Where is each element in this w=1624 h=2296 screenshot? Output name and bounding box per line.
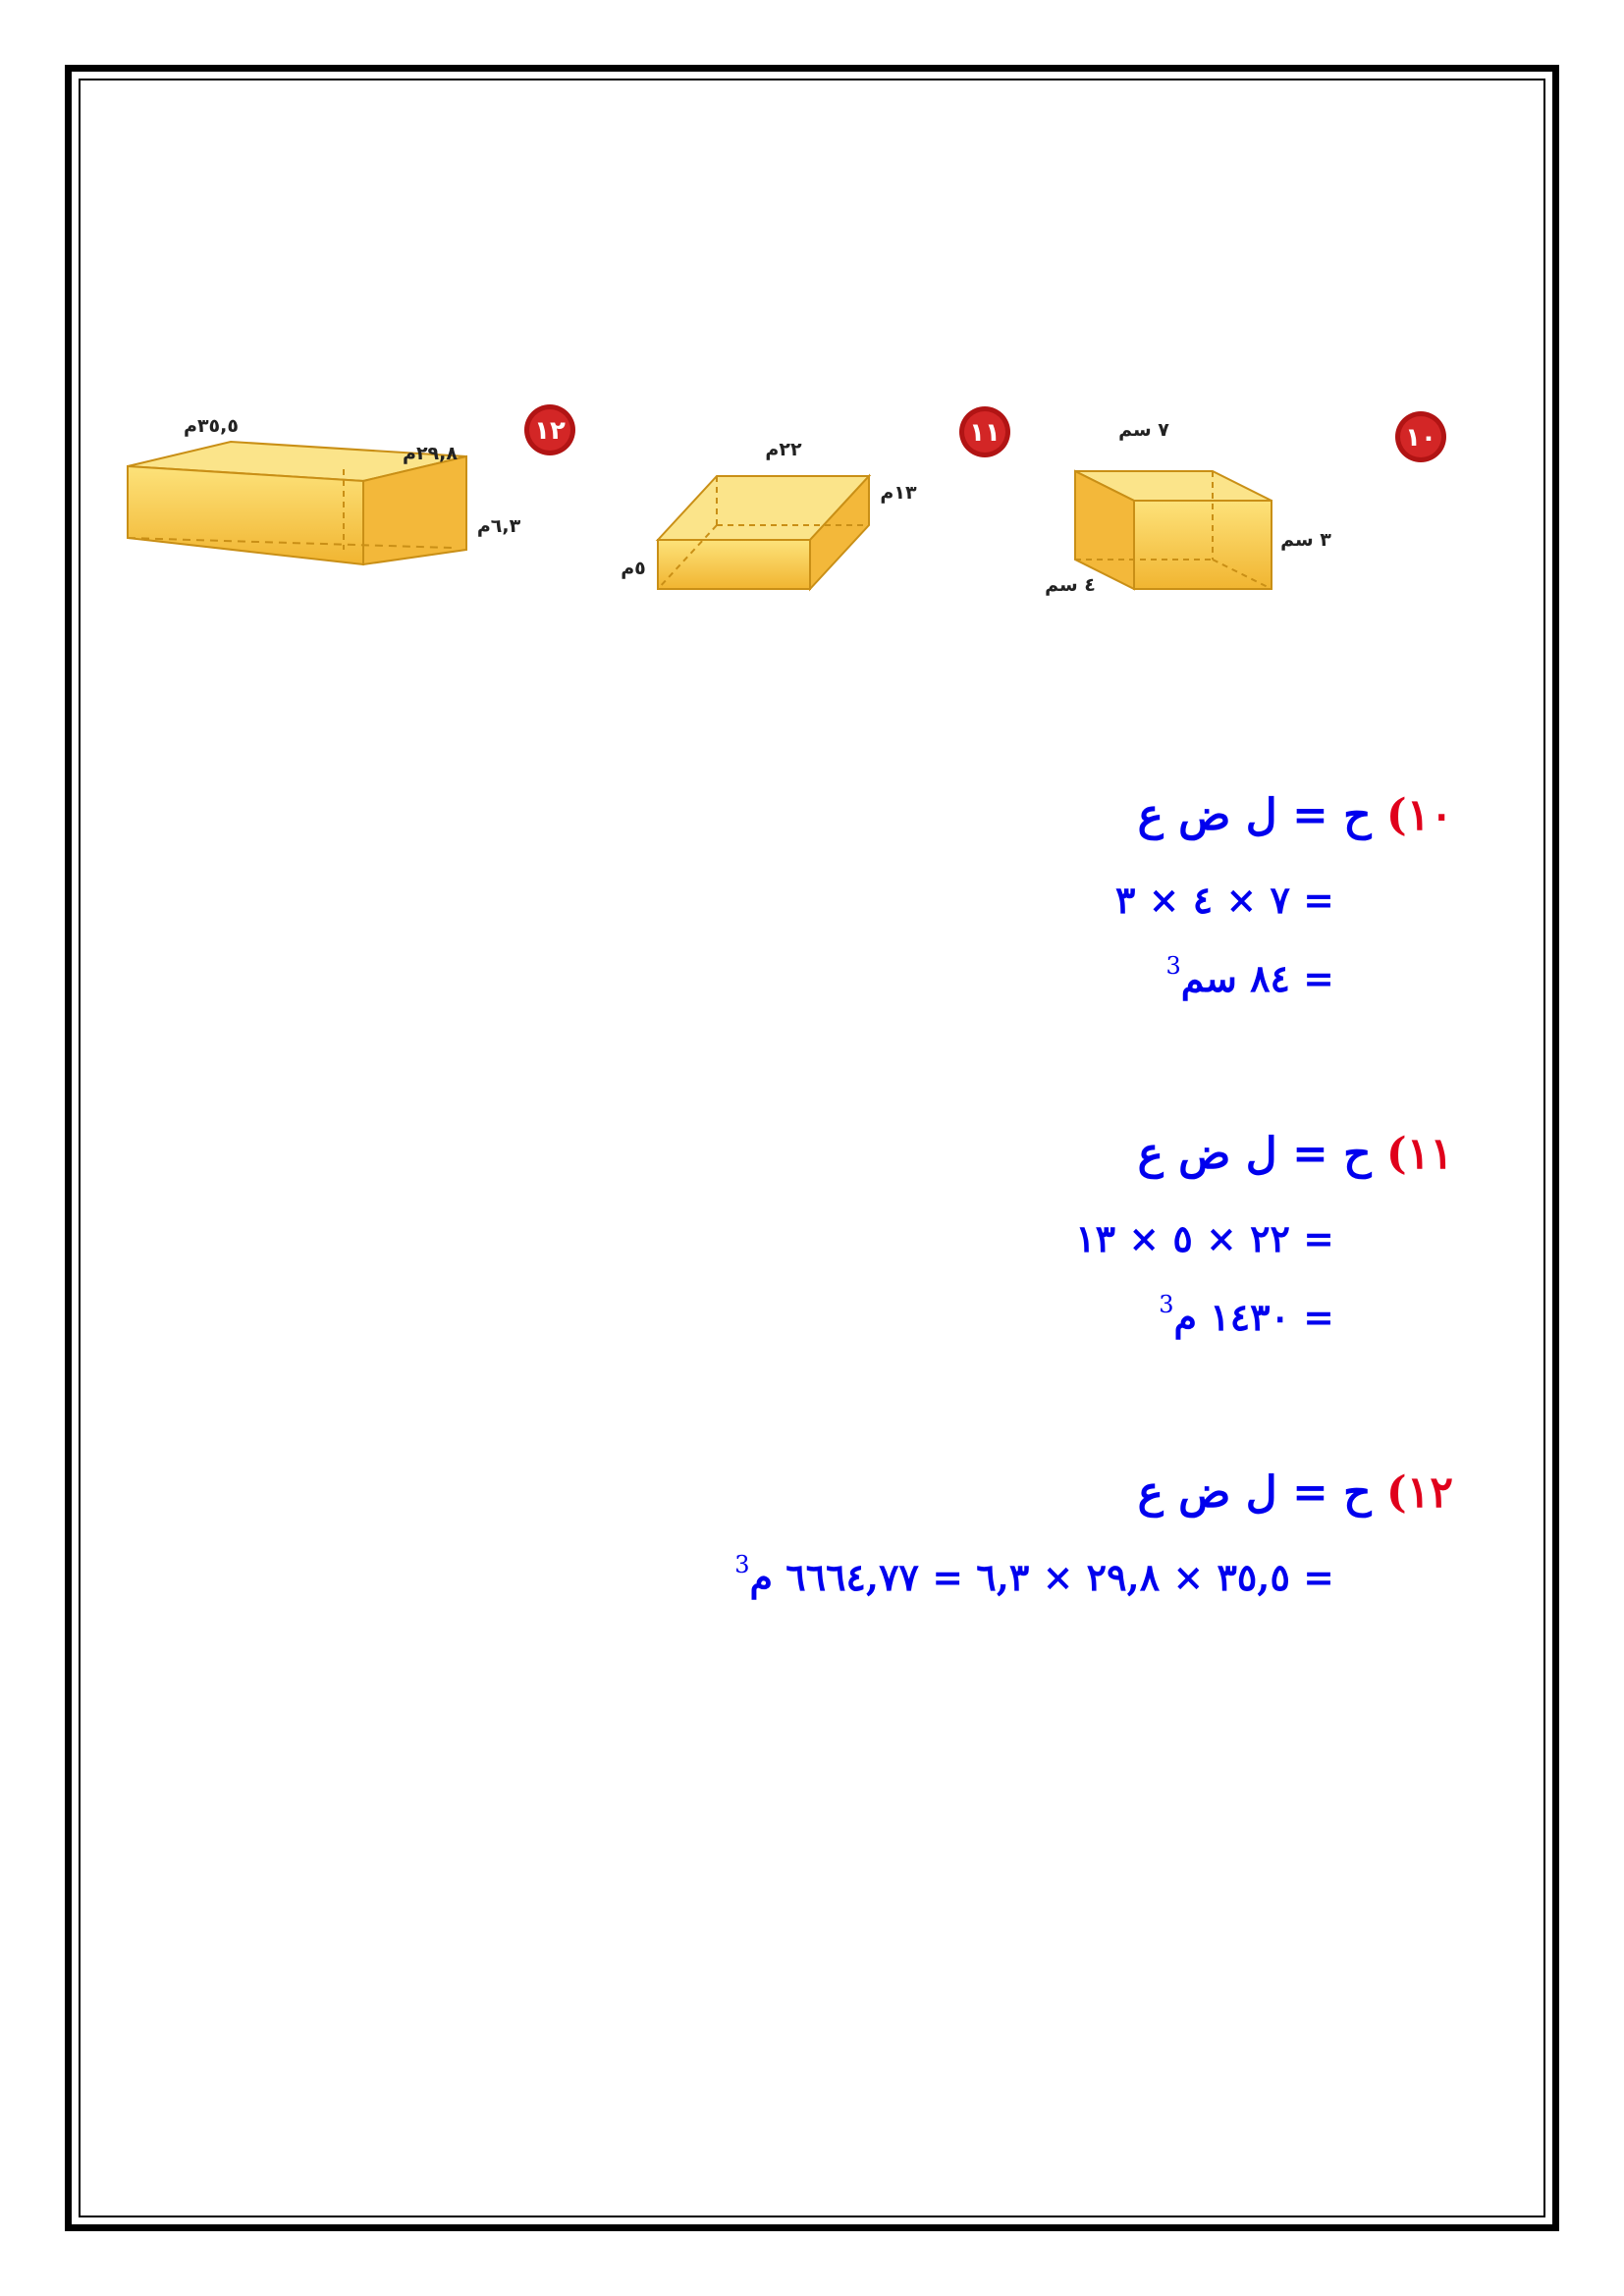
box-11-shape: [658, 476, 869, 589]
dim-12-length: ٣٥,٥م: [184, 415, 239, 437]
solution-10-paren: ): [1385, 790, 1407, 840]
dim-11-height: ١٣م: [880, 482, 917, 504]
solution-10-step-1: = ٧ × ٤ × ٣: [1115, 878, 1334, 922]
solution-12-step-1: = ٣٥,٥ × ٢٩,٨ × ٦,٣ = ٦٦٦٤,٧٧ م$^3$: [734, 1551, 1334, 1599]
solution-11-result: = ١٤٣٠ م$^3$: [1159, 1291, 1334, 1339]
solution-10-result: = ٨٤ سم$^3$: [1165, 952, 1334, 1000]
dim-10-width: ٤ سم: [1045, 574, 1096, 596]
solution-11-step-1: = ٢٢ × ٥ × ١٣: [1075, 1216, 1334, 1260]
solution-11-paren: ): [1385, 1129, 1407, 1179]
dim-10-height: ٣ سم: [1280, 529, 1331, 551]
dim-12-width: ٢٩,٨م: [403, 443, 458, 464]
dim-12-height: ٦,٣م: [476, 515, 521, 537]
solution-11-number: ١١: [1406, 1129, 1453, 1179]
dim-10-length: ٧ سم: [1118, 419, 1169, 441]
solution-12-paren: ): [1385, 1468, 1407, 1518]
solution-12-number: ١٢: [1406, 1468, 1453, 1518]
figure-11: [609, 402, 1021, 599]
svg-text:١٠: ١٠: [1405, 423, 1436, 453]
badge-11: [959, 406, 1010, 457]
solution-11-formula: ح = ل ض ع: [1137, 1129, 1372, 1179]
badge-10: [1395, 411, 1446, 462]
svg-text:١٢: ١٢: [534, 416, 566, 446]
dim-11-width: ٥م: [621, 558, 646, 579]
solution-10-number: ١٠: [1406, 790, 1453, 840]
badge-12: [524, 404, 575, 455]
figure-10: [1031, 402, 1463, 628]
svg-text:١١: ١١: [969, 418, 1001, 448]
solution-12-formula: ح = ل ض ع: [1137, 1468, 1372, 1518]
figure-12: [118, 402, 589, 569]
solution-10-formula: ح = ل ض ع: [1137, 790, 1372, 840]
box-10-shape: [1075, 471, 1272, 589]
solution-12-heading: [1138, 1468, 1453, 1518]
dim-11-length: ٢٢م: [765, 439, 802, 460]
solution-11-heading: [1138, 1129, 1453, 1179]
solution-10-heading: [1138, 790, 1453, 840]
